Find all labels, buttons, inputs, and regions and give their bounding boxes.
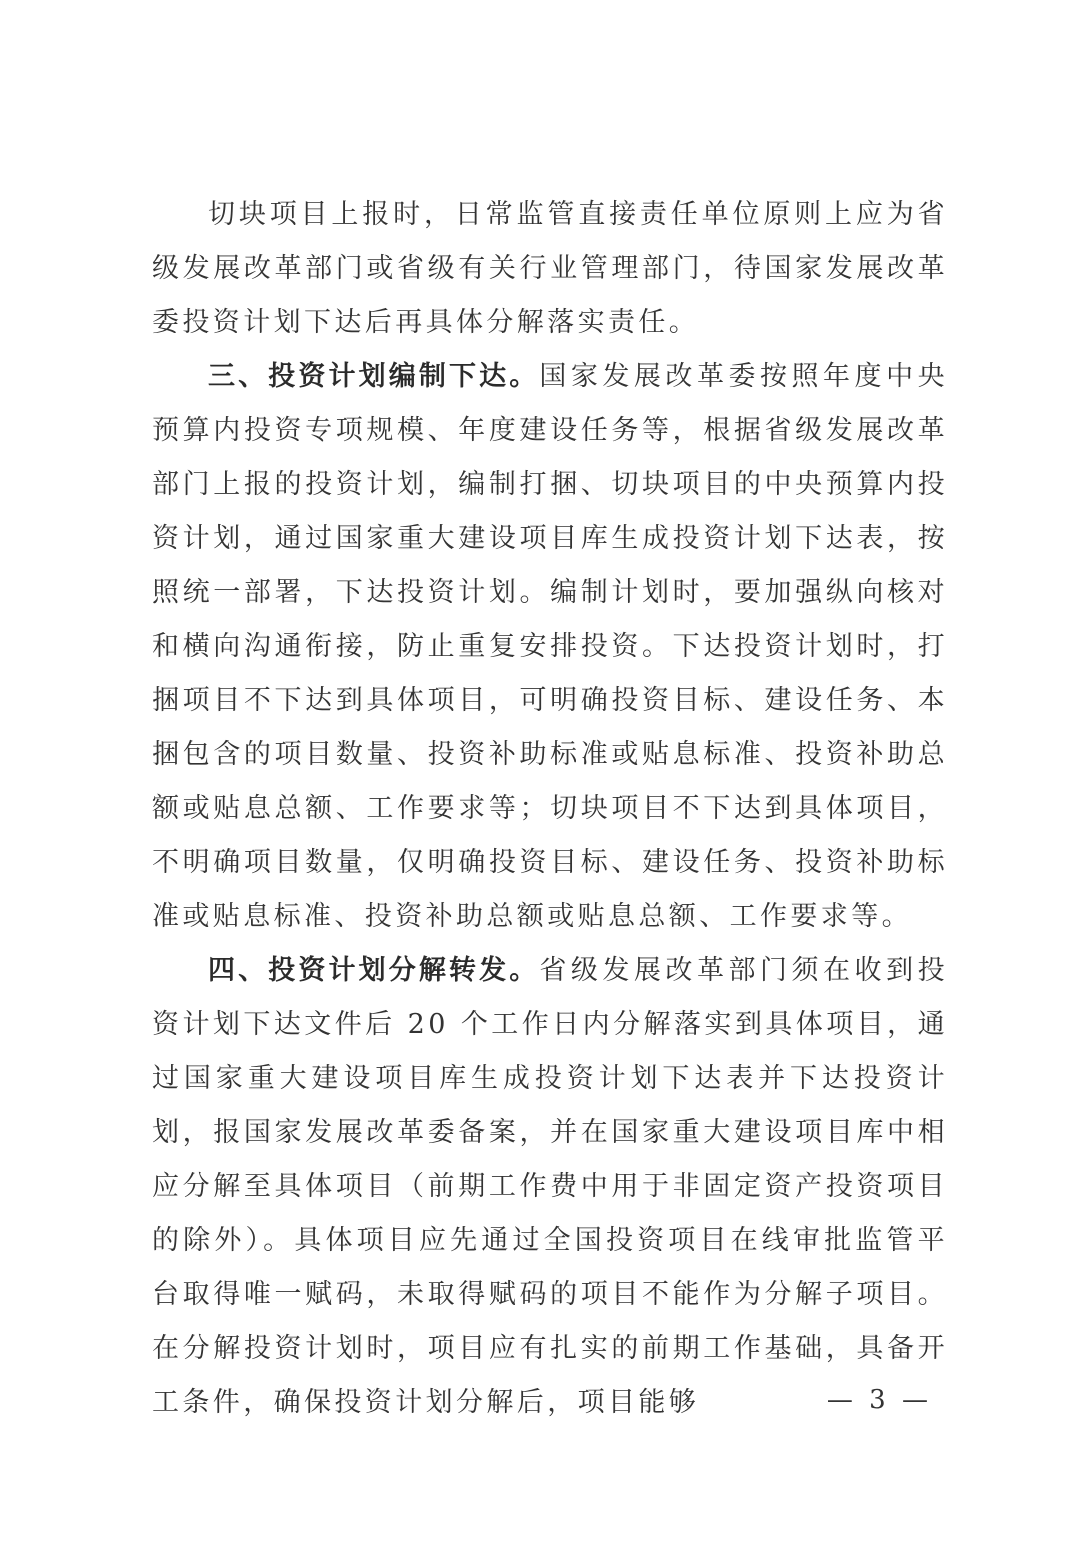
section-heading-4: 四、投资计划分解转发。 bbox=[208, 955, 540, 986]
document-body bbox=[152, 188, 948, 1430]
paragraph-plan-compilation bbox=[152, 350, 948, 944]
paragraph-plan-distribution bbox=[152, 944, 948, 1430]
paragraph-text: 省级发展改革部门须在收到投资计划下达文件后 20 个工作日内分解落实到具体项目，通过国家重大建设项目库生成投资计划下达表并下达投资计划，报国家发展改革委备案，并在国家重大建设项目库中相应分解至具体项目（前期工作费中用于非固定资产投资项目的除外）。具体项目应先通过全国投资项目在线审批监管平台取得唯一赋码，未取得赋码的项目不能作为分解子项目。在分解投资计划时，项目应有扎实的前期工作基础，具备开工条件，确保投资计划分解后，项目能够 bbox=[152, 955, 949, 1418]
paragraph-text: 国家发展改革委按照年度中央预算内投资专项规模、年度建设任务等，根据省级发展改革部门上报的投资计划，编制打捆、切块项目的中央预算内投资计划，通过国家重大建设项目库生成投资计划下达表，按照统一部署，下达投资计划。编制计划时，要加强纵向核对和横向沟通衔接，防止重复安排投资。下达投资计划时，打捆项目不下达到具体项目，可明确投资目标、建设任务、本捆包含的项目数量、投资补助标准或贴息标准、投资补助总额或贴息总额、工作要求等；切块项目不下达到具体项目，不明确项目数量，仅明确投资目标、建设任务、投资补助标准或贴息标准、投资补助总额或贴息总额、工作要求等。 bbox=[152, 361, 949, 932]
page-number: — 3 — bbox=[826, 1385, 932, 1415]
paragraph-text: 切块项目上报时，日常监管直接责任单位原则上应为省级发展改革部门或省级有关行业管理部门，待国家发展改革委投资计划下达后再具体分解落实责任。 bbox=[152, 199, 948, 338]
paragraph-project-reporting bbox=[152, 188, 948, 350]
section-heading-3: 三、投资计划编制下达。 bbox=[208, 361, 540, 392]
